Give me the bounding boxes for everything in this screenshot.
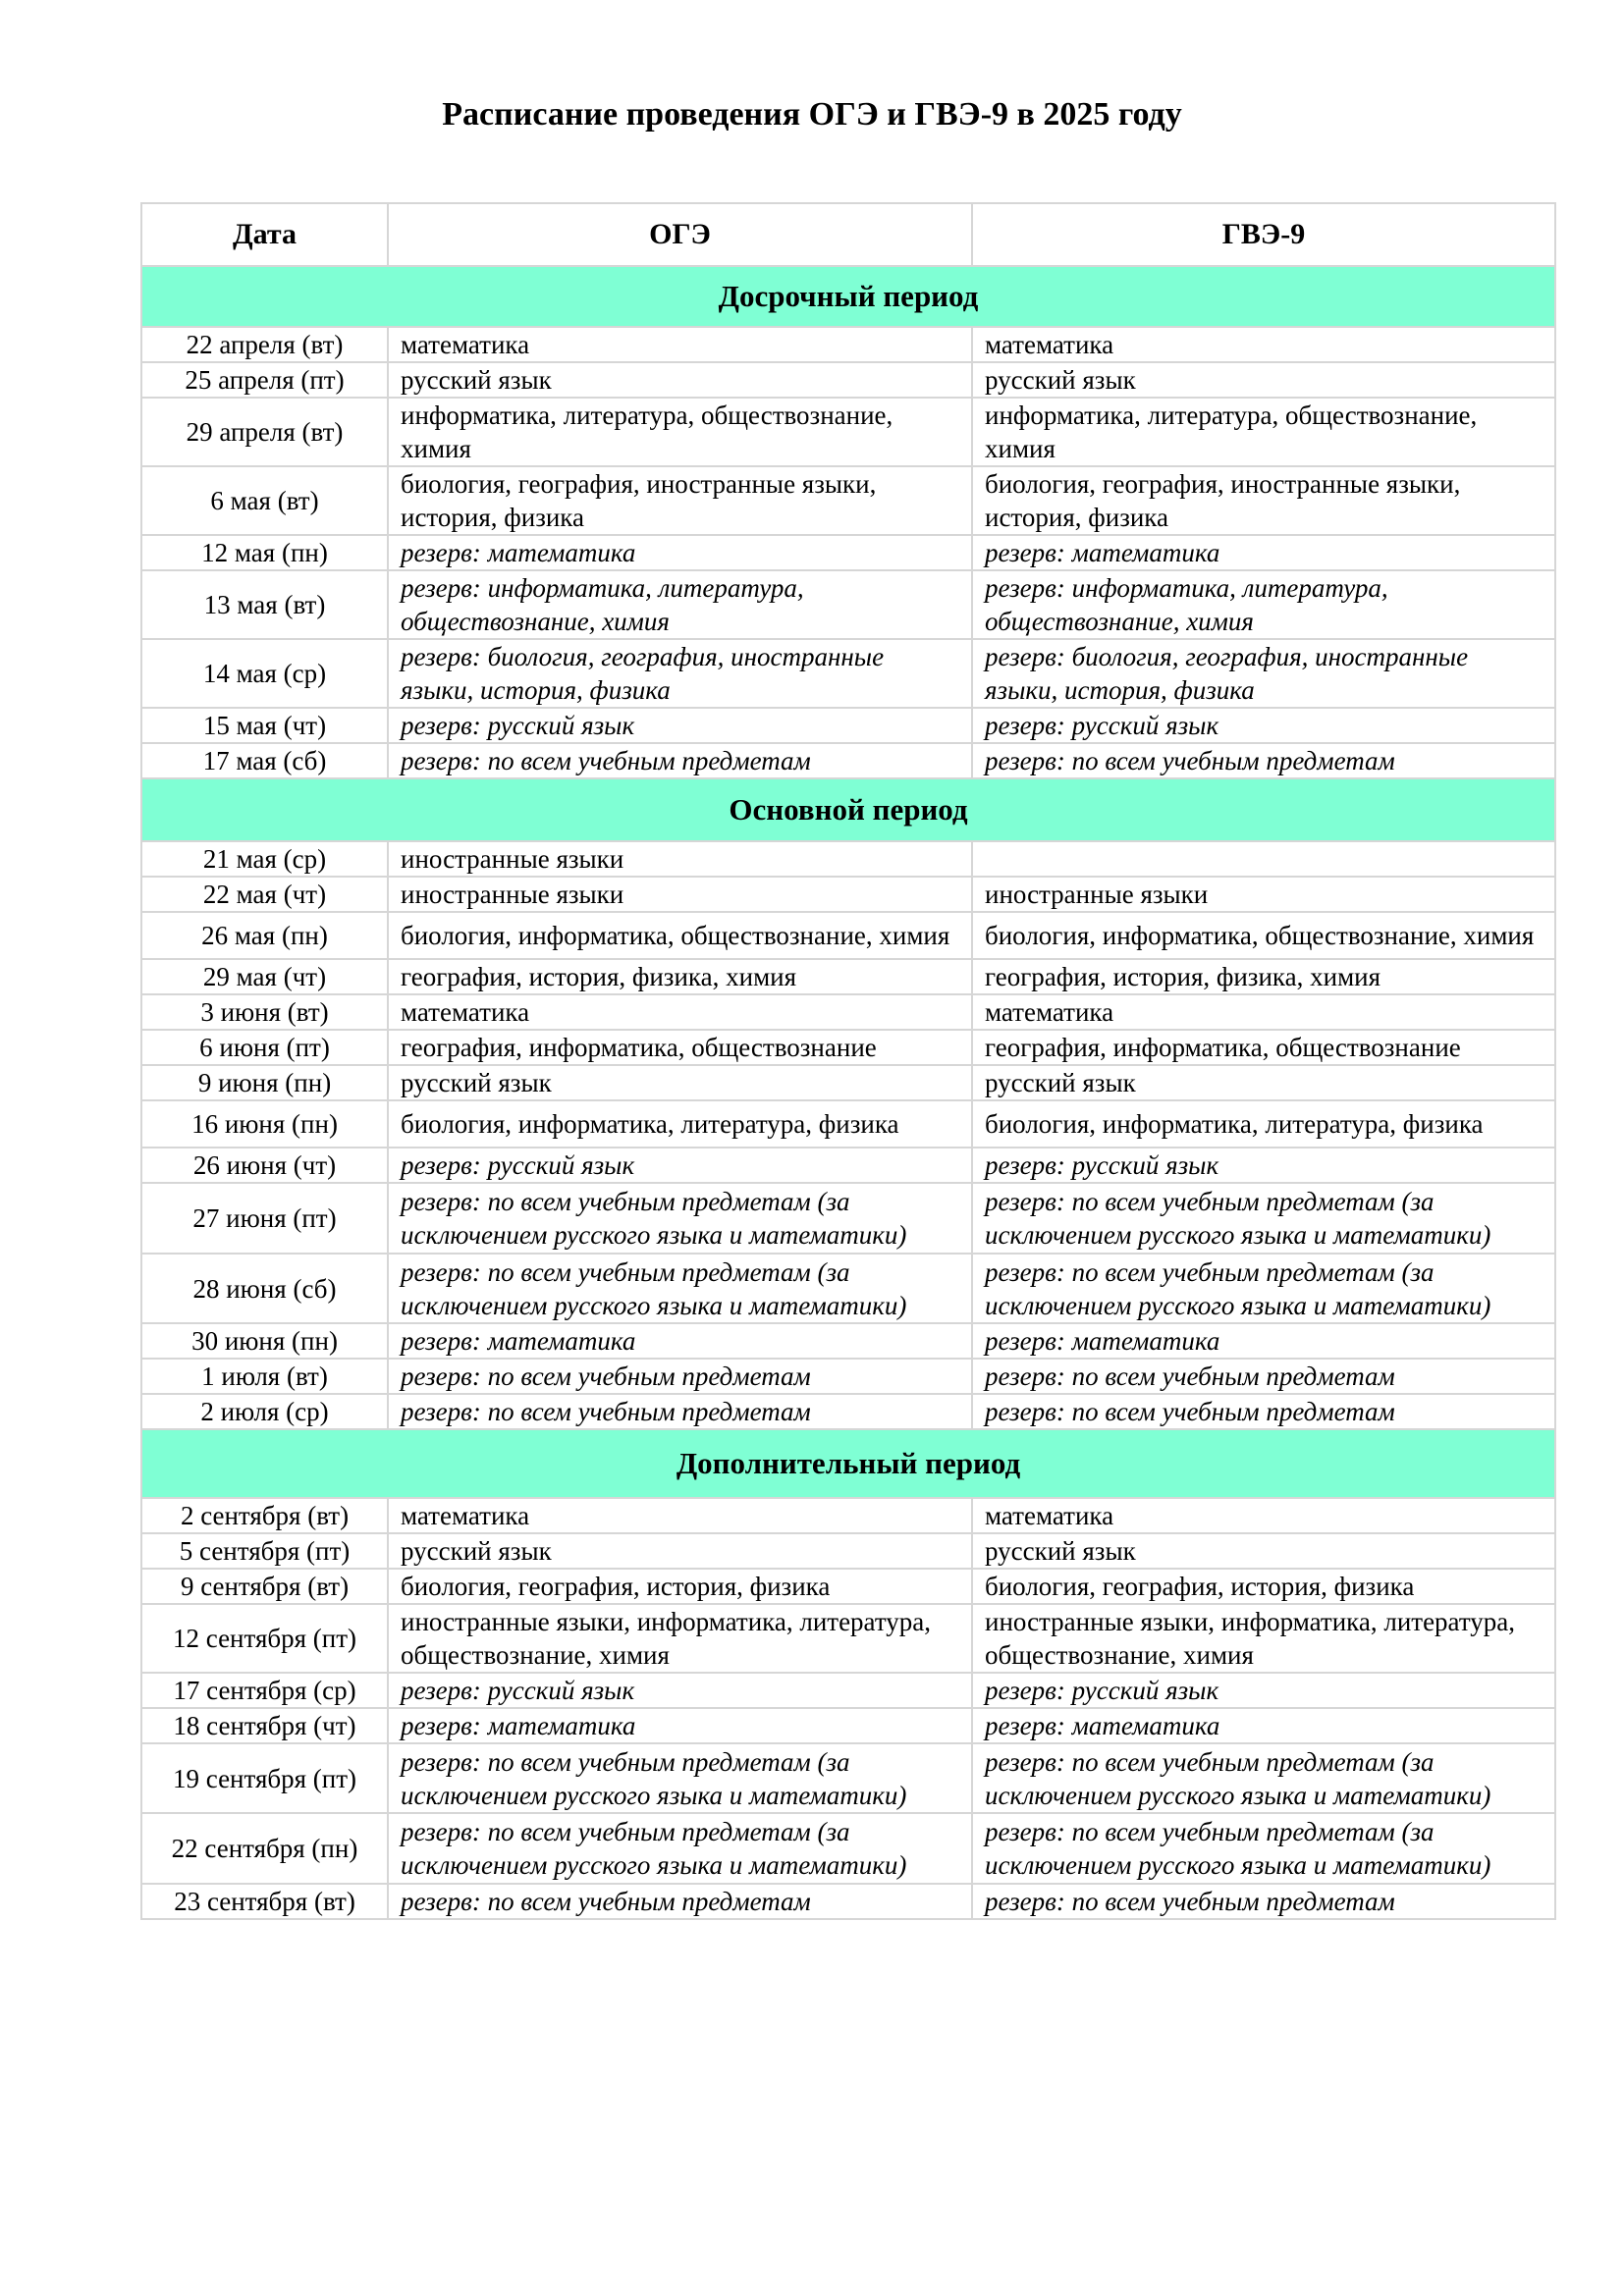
exam-date-cell: 12 мая (пн) (141, 535, 388, 570)
table-row (141, 1359, 1555, 1394)
exam-date-cell: 17 сентября (ср) (141, 1673, 388, 1708)
gve-subjects-cell: география, история, физика, химия (972, 959, 1555, 994)
oge-subjects-cell: резерв: информатика, литература, обществознание, химия (388, 570, 972, 639)
gve-subjects-cell: резерв: биология, география, иностранные языки, история, физика (972, 639, 1555, 708)
gve-subjects-cell: резерв: математика (972, 1708, 1555, 1743)
gve-subjects-cell: резерв: математика (972, 1323, 1555, 1359)
header-oge: ОГЭ (388, 203, 972, 266)
table-row (141, 1148, 1555, 1183)
oge-subjects-cell: резерв: по всем учебным предметам (за исключением русского языка и математики) (388, 1254, 972, 1323)
table-row (141, 327, 1555, 362)
exam-schedule-table (140, 202, 1556, 1920)
schedule-body (141, 266, 1555, 1919)
oge-subjects-cell: математика (388, 994, 972, 1030)
table-row (141, 1323, 1555, 1359)
table-row (141, 1183, 1555, 1254)
period-row (141, 1429, 1555, 1498)
exam-date-cell: 2 июля (ср) (141, 1394, 388, 1429)
oge-subjects-cell: резерв: по всем учебным предметам (за исключением русского языка и математики) (388, 1183, 972, 1254)
oge-subjects-cell: иностранные языки (388, 841, 972, 877)
exam-date-cell: 3 июня (вт) (141, 994, 388, 1030)
table-row (141, 1065, 1555, 1100)
gve-subjects-cell: биология, информатика, литература, физика (972, 1100, 1555, 1148)
exam-date-cell: 2 сентября (вт) (141, 1498, 388, 1533)
table-row (141, 1100, 1555, 1148)
gve-subjects-cell: резерв: по всем учебным предметам (972, 743, 1555, 778)
gve-subjects-cell: математика (972, 327, 1555, 362)
exam-date-cell: 6 мая (вт) (141, 466, 388, 535)
period-title: Основной период (141, 778, 1555, 841)
exam-date-cell: 1 июля (вт) (141, 1359, 388, 1394)
gve-subjects-cell: русский язык (972, 1533, 1555, 1569)
table-row (141, 1254, 1555, 1323)
oge-subjects-cell: биология, география, история, физика (388, 1569, 972, 1604)
table-row (141, 466, 1555, 535)
table-row (141, 1030, 1555, 1065)
oge-subjects-cell: математика (388, 327, 972, 362)
oge-subjects-cell: русский язык (388, 1065, 972, 1100)
gve-subjects-cell: резерв: по всем учебным предметам (за исключением русского языка и математики) (972, 1254, 1555, 1323)
gve-subjects-cell: биология, география, история, физика (972, 1569, 1555, 1604)
table-row (141, 1813, 1555, 1884)
exam-date-cell: 12 сентября (пт) (141, 1604, 388, 1673)
period-row (141, 266, 1555, 327)
table-row (141, 398, 1555, 466)
gve-subjects-cell: математика (972, 1498, 1555, 1533)
exam-date-cell: 18 сентября (чт) (141, 1708, 388, 1743)
gve-subjects-cell: русский язык (972, 1065, 1555, 1100)
table-row (141, 535, 1555, 570)
header-date: Дата (141, 203, 388, 266)
header-row (141, 203, 1555, 266)
oge-subjects-cell: биология, информатика, литература, физика (388, 1100, 972, 1148)
exam-date-cell: 25 апреля (пт) (141, 362, 388, 398)
exam-date-cell: 26 июня (чт) (141, 1148, 388, 1183)
exam-date-cell: 30 июня (пн) (141, 1323, 388, 1359)
exam-date-cell: 15 мая (чт) (141, 708, 388, 743)
exam-date-cell: 17 мая (сб) (141, 743, 388, 778)
gve-subjects-cell: иностранные языки, информатика, литература, обществознание, химия (972, 1604, 1555, 1673)
table-row (141, 1708, 1555, 1743)
gve-subjects-cell: резерв: русский язык (972, 1148, 1555, 1183)
table-row (141, 708, 1555, 743)
gve-subjects-cell: резерв: русский язык (972, 1673, 1555, 1708)
oge-subjects-cell: резерв: русский язык (388, 708, 972, 743)
oge-subjects-cell: русский язык (388, 362, 972, 398)
table-row (141, 570, 1555, 639)
gve-subjects-cell: биология, география, иностранные языки, история, физика (972, 466, 1555, 535)
oge-subjects-cell: русский язык (388, 1533, 972, 1569)
gve-subjects-cell: русский язык (972, 362, 1555, 398)
oge-subjects-cell: резерв: по всем учебным предметам (за исключением русского языка и математики) (388, 1813, 972, 1884)
table-row (141, 877, 1555, 912)
oge-subjects-cell: резерв: русский язык (388, 1148, 972, 1183)
exam-date-cell: 19 сентября (пт) (141, 1743, 388, 1813)
gve-subjects-cell: иностранные языки (972, 877, 1555, 912)
gve-subjects-cell (972, 841, 1555, 877)
gve-subjects-cell: резерв: русский язык (972, 708, 1555, 743)
oge-subjects-cell: биология, география, иностранные языки, история, физика (388, 466, 972, 535)
oge-subjects-cell: резерв: биология, география, иностранные языки, история, физика (388, 639, 972, 708)
period-title: Досрочный период (141, 266, 1555, 327)
table-row (141, 1673, 1555, 1708)
oge-subjects-cell: география, информатика, обществознание (388, 1030, 972, 1065)
exam-date-cell: 16 июня (пн) (141, 1100, 388, 1148)
header-gve: ГВЭ-9 (972, 203, 1555, 266)
table-row (141, 994, 1555, 1030)
oge-subjects-cell: резерв: по всем учебным предметам (388, 1884, 972, 1919)
gve-subjects-cell: резерв: по всем учебным предметам (за исключением русского языка и математики) (972, 1743, 1555, 1813)
exam-date-cell: 29 апреля (вт) (141, 398, 388, 466)
oge-subjects-cell: биология, информатика, обществознание, химия (388, 912, 972, 959)
exam-date-cell: 22 сентября (пн) (141, 1813, 388, 1884)
table-row (141, 1533, 1555, 1569)
oge-subjects-cell: резерв: математика (388, 535, 972, 570)
oge-subjects-cell: резерв: математика (388, 1323, 972, 1359)
period-row (141, 778, 1555, 841)
table-row (141, 1394, 1555, 1429)
exam-date-cell: 14 мая (ср) (141, 639, 388, 708)
oge-subjects-cell: резерв: математика (388, 1708, 972, 1743)
exam-date-cell: 28 июня (сб) (141, 1254, 388, 1323)
oge-subjects-cell: иностранные языки (388, 877, 972, 912)
oge-subjects-cell: резерв: по всем учебным предметам (388, 1359, 972, 1394)
table-row (141, 959, 1555, 994)
oge-subjects-cell: резерв: по всем учебным предметам (388, 743, 972, 778)
gve-subjects-cell: резерв: по всем учебным предметам (за исключением русского языка и математики) (972, 1183, 1555, 1254)
exam-date-cell: 21 мая (ср) (141, 841, 388, 877)
table-row (141, 1743, 1555, 1813)
oge-subjects-cell: иностранные языки, информатика, литература, обществознание, химия (388, 1604, 972, 1673)
exam-date-cell: 27 июня (пт) (141, 1183, 388, 1254)
gve-subjects-cell: резерв: по всем учебным предметам (972, 1359, 1555, 1394)
exam-date-cell: 13 мая (вт) (141, 570, 388, 639)
table-row (141, 841, 1555, 877)
exam-date-cell: 9 сентября (вт) (141, 1569, 388, 1604)
period-title: Дополнительный период (141, 1429, 1555, 1498)
table-row (141, 1604, 1555, 1673)
gve-subjects-cell: информатика, литература, обществознание, химия (972, 398, 1555, 466)
oge-subjects-cell: география, история, физика, химия (388, 959, 972, 994)
gve-subjects-cell: резерв: по всем учебным предметам (за исключением русского языка и математики) (972, 1813, 1555, 1884)
oge-subjects-cell: информатика, литература, обществознание, химия (388, 398, 972, 466)
exam-date-cell: 5 сентября (пт) (141, 1533, 388, 1569)
table-row (141, 743, 1555, 778)
gve-subjects-cell: резерв: математика (972, 535, 1555, 570)
table-row (141, 912, 1555, 959)
table-row (141, 1498, 1555, 1533)
gve-subjects-cell: резерв: информатика, литература, обществознание, химия (972, 570, 1555, 639)
page-title: Расписание проведения ОГЭ и ГВЭ-9 в 2025 году (442, 96, 1182, 133)
exam-date-cell: 23 сентября (вт) (141, 1884, 388, 1919)
table-row (141, 362, 1555, 398)
exam-date-cell: 22 мая (чт) (141, 877, 388, 912)
exam-date-cell: 22 апреля (вт) (141, 327, 388, 362)
oge-subjects-cell: резерв: по всем учебным предметам (388, 1394, 972, 1429)
gve-subjects-cell: биология, информатика, обществознание, химия (972, 912, 1555, 959)
table-row (141, 639, 1555, 708)
table-row (141, 1569, 1555, 1604)
gve-subjects-cell: резерв: по всем учебным предметам (972, 1884, 1555, 1919)
exam-date-cell: 6 июня (пт) (141, 1030, 388, 1065)
gve-subjects-cell: математика (972, 994, 1555, 1030)
exam-date-cell: 26 мая (пн) (141, 912, 388, 959)
gve-subjects-cell: резерв: по всем учебным предметам (972, 1394, 1555, 1429)
oge-subjects-cell: математика (388, 1498, 972, 1533)
table-row (141, 1884, 1555, 1919)
exam-date-cell: 29 мая (чт) (141, 959, 388, 994)
exam-date-cell: 9 июня (пн) (141, 1065, 388, 1100)
gve-subjects-cell: география, информатика, обществознание (972, 1030, 1555, 1065)
oge-subjects-cell: резерв: русский язык (388, 1673, 972, 1708)
oge-subjects-cell: резерв: по всем учебным предметам (за исключением русского языка и математики) (388, 1743, 972, 1813)
